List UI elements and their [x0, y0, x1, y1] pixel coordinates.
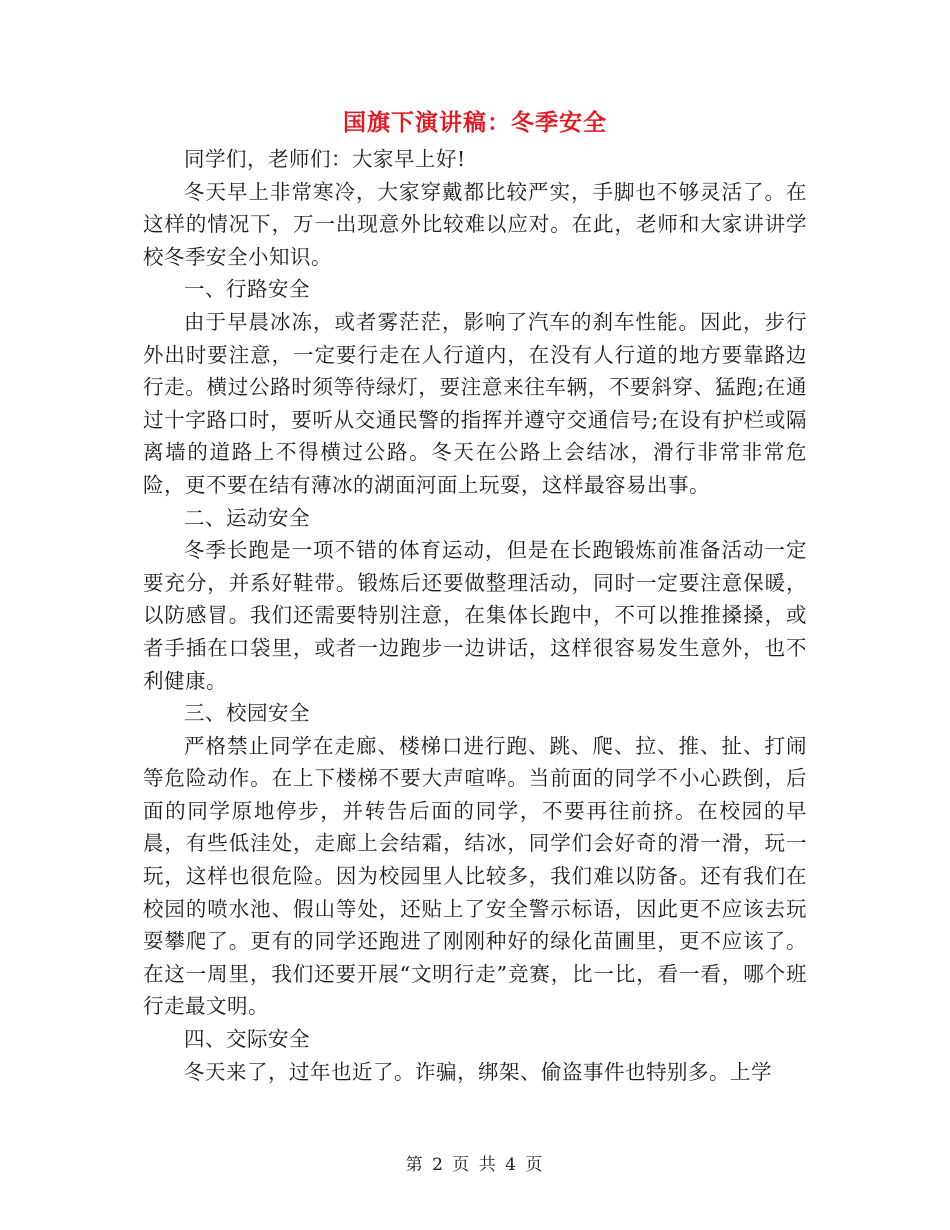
section-heading-campus-safety: 三、校园安全	[184, 701, 310, 726]
page-number-footer: 第 2 页 共 4 页	[405, 1155, 545, 1175]
document-title: 国旗下演讲稿：冬季安全	[343, 110, 607, 136]
campus-safety-paragraph: 严格禁止同学在走廊、楼梯口进行跑、跳、爬、拉、推、扯、打闹等危险动作。在上下楼梯不要大声喧哗。当前面的同学不小心跌倒，后面的同学原地停步，并转告后面的同学，不要再往前挤。在校园的早晨，有些低洼处，走廊上会结霜，结冰，同学们会好奇的滑一滑，玩一玩，这样也很危险。因为校园里人比较多，我们难以防备。还有我们在校园的喷水池、假山等处，还贴上了安全警示标语，因此更不应该去玩耍攀爬了。更有的同学还跑进了刚刚种好的绿化苗圃里，更不应该了。在这一周里，我们还要开展“文明行走”竞赛，比一比，看一看，哪个班行走最文明。	[143, 733, 807, 1019]
document-body	[143, 143, 807, 1088]
greeting-paragraph: 同学们，老师们：大家早上好!	[184, 147, 466, 171]
section-heading-road-safety: 一、行路安全	[184, 277, 310, 302]
sports-safety-paragraph: 冬季长跑是一项不错的体育运动，但是在长跑锻炼前准备活动一定要充分，并系好鞋带。锻炼后还要做整理活动，同时一定要注意保暖，以防感冒。我们还需要特别注意，在集体长跑中，不可以推推搡搡，或者手插在口袋里，或者一边跑步一边讲话，这样很容易发生意外，也不利健康。	[143, 538, 807, 693]
road-safety-paragraph: 由于早晨冰冻，或者雾茫茫，影响了汽车的刹车性能。因此，步行外出时要注意，一定要行走在人行道内，在没有人行道的地方要靠路边行走。横过公路时须等待绿灯，要注意来往车辆，不要斜穿、猛跑;在通过十字路口时，要听从交通民警的指挥并遵守交通信号;在设有护栏或隔离墙的道路上不得横过公路。冬天在公路上会结冰，滑行非常非常危险，更不要在结有薄冰的湖面河面上玩耍，这样最容易出事。	[143, 309, 807, 497]
intro-paragraph: 冬天早上非常寒冷，大家穿戴都比较严实，手脚也不够灵活了。在这样的情况下，万一出现意外比较难以应对。在此，老师和大家讲讲学校冬季安全小知识。	[143, 179, 807, 269]
section-heading-social-safety: 四、交际安全	[184, 1027, 310, 1052]
social-safety-paragraph: 冬天来了，过年也近了。诈骗，绑架、偷盗事件也特别多。上学	[184, 1059, 772, 1084]
section-heading-sports-safety: 二、运动安全	[184, 505, 310, 530]
